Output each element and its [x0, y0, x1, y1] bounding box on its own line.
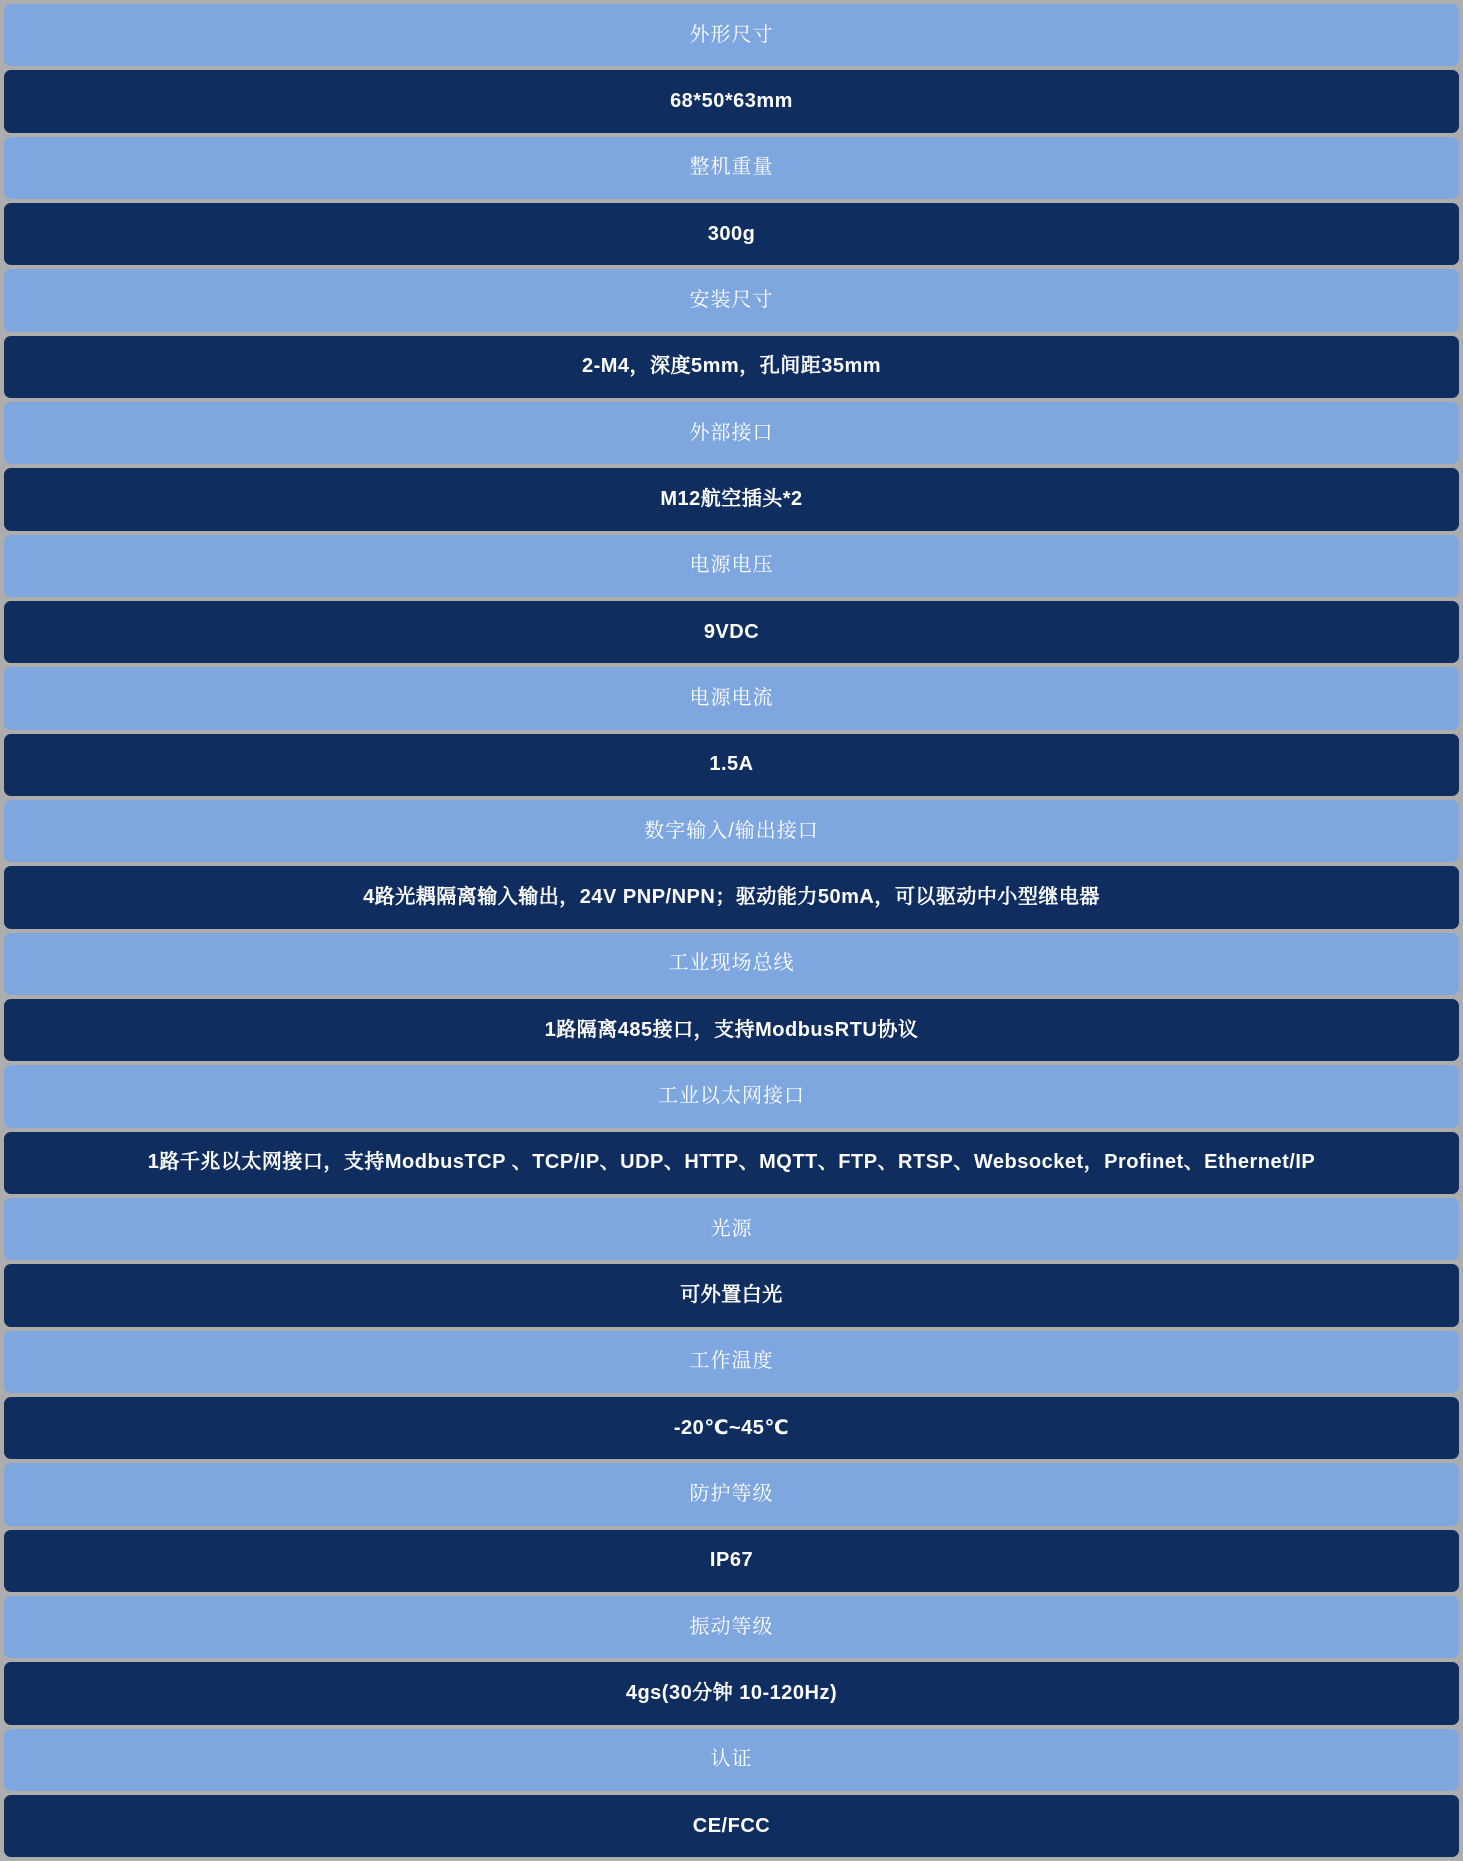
spec-value-row-ip-rating: [4, 1530, 1459, 1592]
spec-value: 68*50*63mm: [670, 89, 793, 112]
spec-label: 电源电压: [689, 554, 774, 577]
spec-label-row-fieldbus: [4, 933, 1459, 995]
spec-value: 4路光耦隔离输入输出，24V PNP/NPN；驱动能力50mA，可以驱动中小型继电器: [363, 885, 1100, 908]
spec-value: 9VDC: [703, 620, 760, 643]
spec-label-row-ip-rating: [4, 1463, 1459, 1525]
spec-value: 1路千兆以太网接口，支持ModbusTCP 、TCP/IP、UDP、HTTP、MQTT、FTP、RTSP、Websocket，Profinet、Ethernet/IP: [147, 1151, 1316, 1174]
spec-label: 工业现场总线: [668, 952, 795, 975]
spec-value: IP67: [709, 1549, 754, 1572]
spec-label: 光源: [710, 1217, 753, 1240]
spec-label-row-mounting: [4, 269, 1459, 331]
spec-label: 工业以太网接口: [658, 1084, 805, 1107]
spec-value: CE/FCC: [692, 1814, 771, 1837]
spec-label: 外形尺寸: [689, 23, 774, 46]
spec-value-row-vibration: [4, 1662, 1459, 1724]
spec-value: 2-M4，深度5mm，孔间距35mm: [581, 355, 882, 378]
spec-value: -20℃~45℃: [673, 1416, 790, 1439]
spec-label-row-ethernet: [4, 1065, 1459, 1127]
spec-label: 安装尺寸: [689, 288, 774, 311]
spec-value-row-mounting: [4, 336, 1459, 398]
spec-label-row-current: [4, 667, 1459, 729]
spec-value-row-weight: [4, 203, 1459, 265]
spec-value: 可外置白光: [680, 1283, 783, 1306]
spec-label-row-vibration: [4, 1596, 1459, 1658]
spec-value-row-dimensions: [4, 70, 1459, 132]
spec-label-row-voltage: [4, 535, 1459, 597]
spec-label-row-operating-temp: [4, 1331, 1459, 1393]
spec-value: 4gs(30分钟 10-120Hz): [625, 1681, 838, 1704]
spec-label-row-certification: [4, 1729, 1459, 1791]
spec-label: 振动等级: [689, 1615, 774, 1638]
spec-value-row-certification: [4, 1795, 1459, 1857]
spec-label-row-light-source: [4, 1198, 1459, 1260]
spec-value-row-digital-io: [4, 866, 1459, 928]
spec-value-row-operating-temp: [4, 1397, 1459, 1459]
spec-label: 数字输入/输出接口: [644, 819, 819, 842]
spec-value-row-current: [4, 734, 1459, 796]
spec-value: 1路隔离485接口，支持ModbusRTU协议: [544, 1018, 919, 1041]
spec-label-row-weight: [4, 137, 1459, 199]
spec-label-row-dimensions: [4, 4, 1459, 66]
spec-label: 外部接口: [689, 421, 774, 444]
spec-value-row-ethernet: [4, 1132, 1459, 1194]
spec-value: 300g: [707, 222, 756, 245]
spec-value-row-external-interface: [4, 468, 1459, 530]
spec-value-row-fieldbus: [4, 999, 1459, 1061]
spec-value-row-light-source: [4, 1264, 1459, 1326]
spec-label: 整机重量: [689, 156, 774, 179]
spec-value-row-voltage: [4, 601, 1459, 663]
spec-label: 防护等级: [689, 1482, 774, 1505]
spec-label-row-digital-io: [4, 800, 1459, 862]
spec-label-row-external-interface: [4, 402, 1459, 464]
spec-value: M12航空插头*2: [660, 487, 803, 510]
spec-label: 工作温度: [689, 1350, 774, 1373]
spec-label: 认证: [710, 1748, 753, 1771]
spec-value: 1.5A: [709, 753, 754, 776]
spec-label: 电源电流: [689, 686, 774, 709]
